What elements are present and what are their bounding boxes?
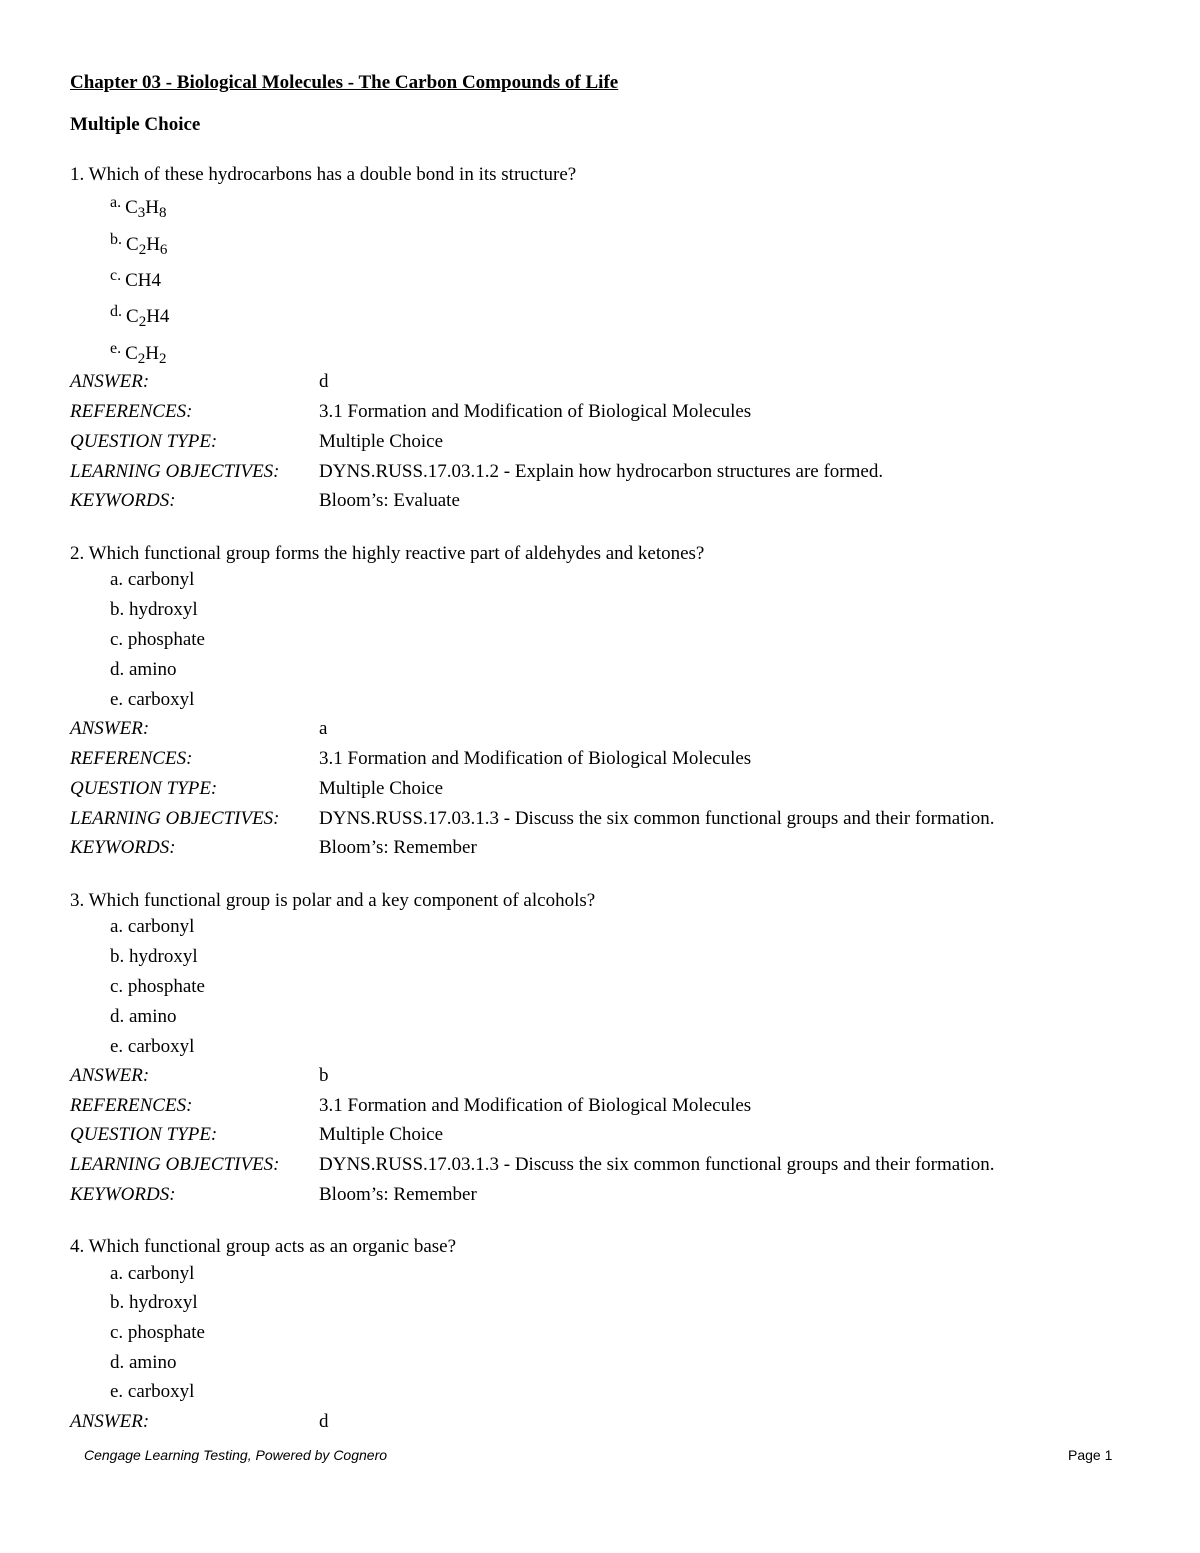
question-4-option-d: d. amino xyxy=(110,1352,177,1373)
references-label: REFERENCES: xyxy=(70,748,193,769)
question-1-option-a xyxy=(110,194,167,219)
chemical-formula: $C_2H4$ xyxy=(126,306,170,330)
option-letter: b. xyxy=(110,231,122,248)
question-type-label: QUESTION TYPE: xyxy=(70,1124,218,1145)
footer-page-number: Page 1 xyxy=(1068,1447,1113,1463)
keywords-value: Bloom’s: Evaluate xyxy=(319,490,460,511)
question-2-option-c: c. phosphate xyxy=(110,629,205,650)
question-3-option-d: d. amino xyxy=(110,1006,177,1027)
keywords-label: KEYWORDS: xyxy=(70,837,176,858)
chemical-formula: $C_2H_6$ xyxy=(126,234,168,258)
learning-objectives-value: DYNS.RUSS.17.03.1.3 - Discuss the six common functional groups and their formation. xyxy=(319,808,995,829)
question-3-option-b: b. hydroxyl xyxy=(110,946,198,967)
question-type-label: QUESTION TYPE: xyxy=(70,431,218,452)
learning-objectives-label: LEARNING OBJECTIVES: xyxy=(70,808,280,829)
learning-objectives-label: LEARNING OBJECTIVES: xyxy=(70,461,280,482)
option-letter: d. xyxy=(110,303,122,320)
question-1-option-e xyxy=(110,340,167,365)
option-letter: c. xyxy=(110,267,122,284)
learning-objectives-value: DYNS.RUSS.17.03.1.2 - Explain how hydrocarbon structures are formed. xyxy=(319,461,884,482)
question-1-option-c xyxy=(110,267,161,292)
question-3-option-c: c. phosphate xyxy=(110,976,205,997)
question-type-label: QUESTION TYPE: xyxy=(70,778,218,799)
question-type-value: Multiple Choice xyxy=(319,431,444,452)
question-1-option-b xyxy=(110,231,167,256)
question-1-text: 1. Which of these hydrocarbons has a double bond in its structure? xyxy=(70,164,577,185)
option-letter: a. xyxy=(110,194,122,211)
answer-value: a xyxy=(319,718,328,739)
keywords-value: Bloom’s: Remember xyxy=(319,837,477,858)
answer-value: d xyxy=(319,1411,329,1432)
question-2-text: 2. Which functional group forms the highly reactive part of aldehydes and ketones? xyxy=(70,543,705,564)
footer-publisher: Cengage Learning Testing, Powered by Cognero xyxy=(84,1447,388,1463)
question-2-option-d: d. amino xyxy=(110,659,177,680)
answer-label: ANSWER: xyxy=(70,1411,150,1432)
question-4-option-c: c. phosphate xyxy=(110,1322,205,1343)
answer-value: d xyxy=(319,371,329,392)
question-type-value: Multiple Choice xyxy=(319,1124,444,1145)
answer-label: ANSWER: xyxy=(70,1065,150,1086)
learning-objectives-label: LEARNING OBJECTIVES: xyxy=(70,1154,280,1175)
question-1-option-d xyxy=(110,303,169,328)
chemical-formula: $C_2H_2$ xyxy=(125,343,167,367)
chemical-formula: CH4 xyxy=(125,270,162,291)
question-4-option-b: b. hydroxyl xyxy=(110,1292,198,1313)
question-4-option-a: a. carbonyl xyxy=(110,1263,195,1284)
keywords-label: KEYWORDS: xyxy=(70,490,176,511)
question-2-option-b: b. hydroxyl xyxy=(110,599,198,620)
question-3-option-e: e. carboxyl xyxy=(110,1036,195,1057)
references-label: REFERENCES: xyxy=(70,1095,193,1116)
references-value: 3.1 Formation and Modification of Biological Molecules xyxy=(319,401,752,422)
section-heading: Multiple Choice xyxy=(70,114,201,135)
references-value: 3.1 Formation and Modification of Biological Molecules xyxy=(319,748,752,769)
references-value: 3.1 Formation and Modification of Biological Molecules xyxy=(319,1095,752,1116)
answer-label: ANSWER: xyxy=(70,718,150,739)
question-3-option-a: a. carbonyl xyxy=(110,916,195,937)
option-letter: e. xyxy=(110,340,122,357)
references-label: REFERENCES: xyxy=(70,401,193,422)
keywords-value: Bloom’s: Remember xyxy=(319,1184,477,1205)
question-2-option-e: e. carboxyl xyxy=(110,689,195,710)
answer-value: b xyxy=(319,1065,329,1086)
chapter-title: Chapter 03 - Biological Molecules - The Carbon Compounds of Life xyxy=(70,72,619,93)
question-3-text: 3. Which functional group is polar and a key component of alcohols? xyxy=(70,890,596,911)
chemical-formula: $C_3H_8$ xyxy=(125,197,167,221)
question-2-option-a: a. carbonyl xyxy=(110,569,195,590)
question-4-text: 4. Which functional group acts as an organic base? xyxy=(70,1236,457,1257)
learning-objectives-value: DYNS.RUSS.17.03.1.3 - Discuss the six common functional groups and their formation. xyxy=(319,1154,995,1175)
answer-label: ANSWER: xyxy=(70,371,150,392)
question-type-value: Multiple Choice xyxy=(319,778,444,799)
question-4-option-e: e. carboxyl xyxy=(110,1381,195,1402)
keywords-label: KEYWORDS: xyxy=(70,1184,176,1205)
